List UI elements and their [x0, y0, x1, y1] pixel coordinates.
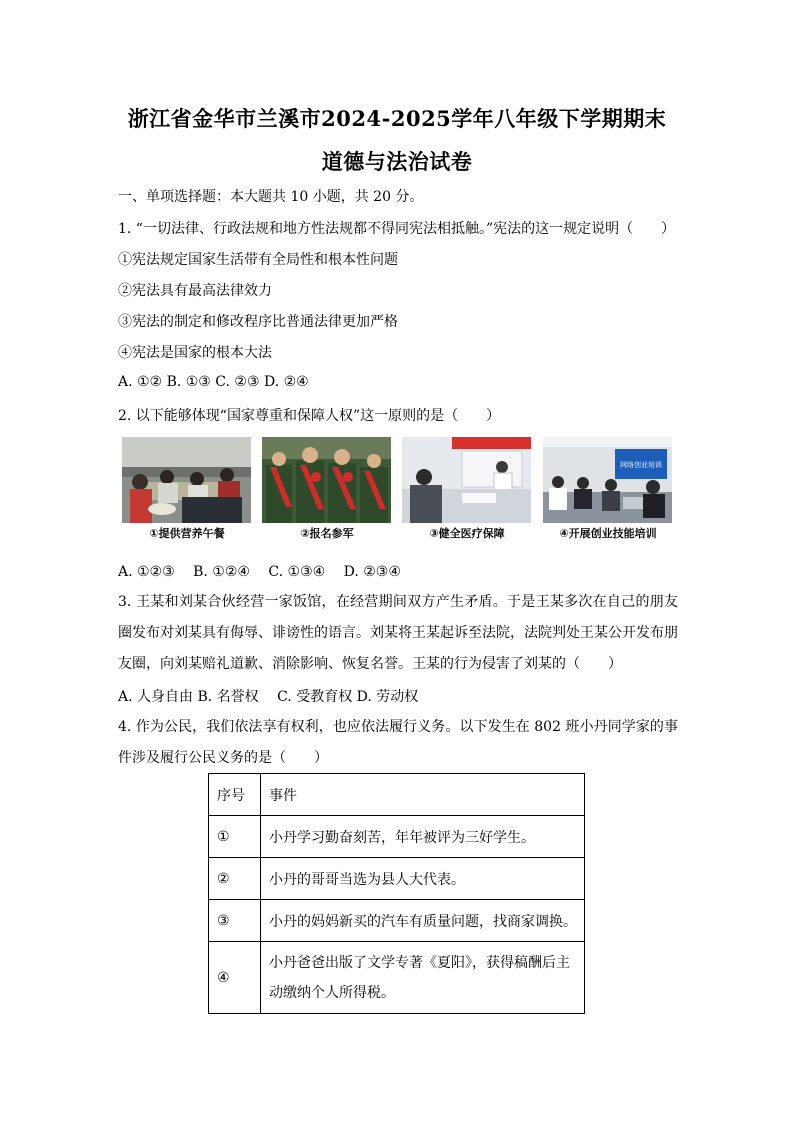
medical-counter-photo — [402, 437, 531, 523]
table-cell: 小丹学习勤奋刻苦，年年被评为三好学生。 — [261, 816, 585, 858]
training-banner-text: 网络创业培训 — [620, 461, 662, 469]
q2-caption-1: ①提供营养午餐 — [149, 527, 225, 540]
q4-stem: 4. 作为公民，我们依法享有权利，也应依法履行义务。以下发生在 802 班小丹同学家的事件涉及履行公民义务的是（ ） — [118, 719, 678, 766]
students-eating-lunch-photo — [122, 437, 251, 523]
table-cell: ② — [209, 858, 261, 900]
table-row — [209, 900, 585, 942]
table-cell: ③ — [209, 900, 261, 942]
q3-options: A. 人身自由 B. 名誉权 C. 受教育权 D. 劳动权 — [118, 689, 419, 705]
q2-stem: 2. 以下能够体现“国家尊重和保障人权”这一原则的是（ ） — [118, 408, 501, 424]
q1-item-1: ①宪法规定国家生活带有全局性和根本性问题 — [118, 252, 398, 268]
table-cell: ① — [209, 816, 261, 858]
q1-item-3: ③宪法的制定和修改程序比普通法律更加严格 — [118, 314, 398, 330]
q1-options: A. ①② B. ①③ C. ②③ D. ②④ — [118, 374, 309, 390]
q3-stem: 3. 王某和刘某合伙经营一家饭馆，在经营期间双方产生矛盾。于是王某多次在自己的朋友圈发布对刘某具有侮辱、诽谤性的语言。刘某将王某起诉至法院，法院判处王某公开发布朋友圈，向刘某赔礼道歉、消除影响、恢复名誉。王某的行为侵害了刘某的（ ） — [118, 594, 678, 672]
q1-stem: 1. “一切法律、行政法规和地方性法规都不得同宪法相抵触。”宪法的这一规定说明（ ） — [118, 221, 676, 237]
document-subtitle: 道德与法治试卷 — [321, 149, 473, 174]
skills-training-photo — [543, 437, 672, 523]
table-header-row — [209, 774, 585, 816]
q1-item-2: ②宪法具有最高法律效力 — [118, 283, 272, 299]
new-recruits-photo — [262, 437, 391, 523]
table-header-cell: 序号 — [209, 774, 261, 816]
table-row — [209, 858, 585, 900]
table-cell: ④ — [209, 942, 261, 1014]
table-cell: 小丹的妈妈新买的汽车有质量问题，找商家调换。 — [261, 900, 585, 942]
table-cell: 小丹爸爸出版了文学专著《夏阳》，获得稿酬后主动缴纳个人所得税。 — [261, 942, 585, 1014]
q2-caption-4: ④开展创业技能培训 — [559, 527, 657, 540]
events-table — [208, 773, 585, 1014]
q1-item-4: ④宪法是国家的根本大法 — [118, 345, 272, 361]
table-row — [209, 942, 585, 1014]
table-header-cell: 事件 — [261, 774, 585, 816]
q2-options: A. ①②③ B. ①②④ C. ①③④ D. ②③④ — [118, 564, 401, 580]
section-heading: 一、单项选择题：本大题共 10 小题，共 20 分。 — [118, 189, 424, 205]
table-row — [209, 816, 585, 858]
document-title: 浙江省金华市兰溪市2024-2025学年八年级下学期期末 — [127, 106, 667, 131]
q2-caption-3: ③健全医疗保障 — [429, 527, 505, 540]
q2-caption-2: ②报名参军 — [300, 527, 354, 540]
table-cell: 小丹的哥哥当选为县人大代表。 — [261, 858, 585, 900]
